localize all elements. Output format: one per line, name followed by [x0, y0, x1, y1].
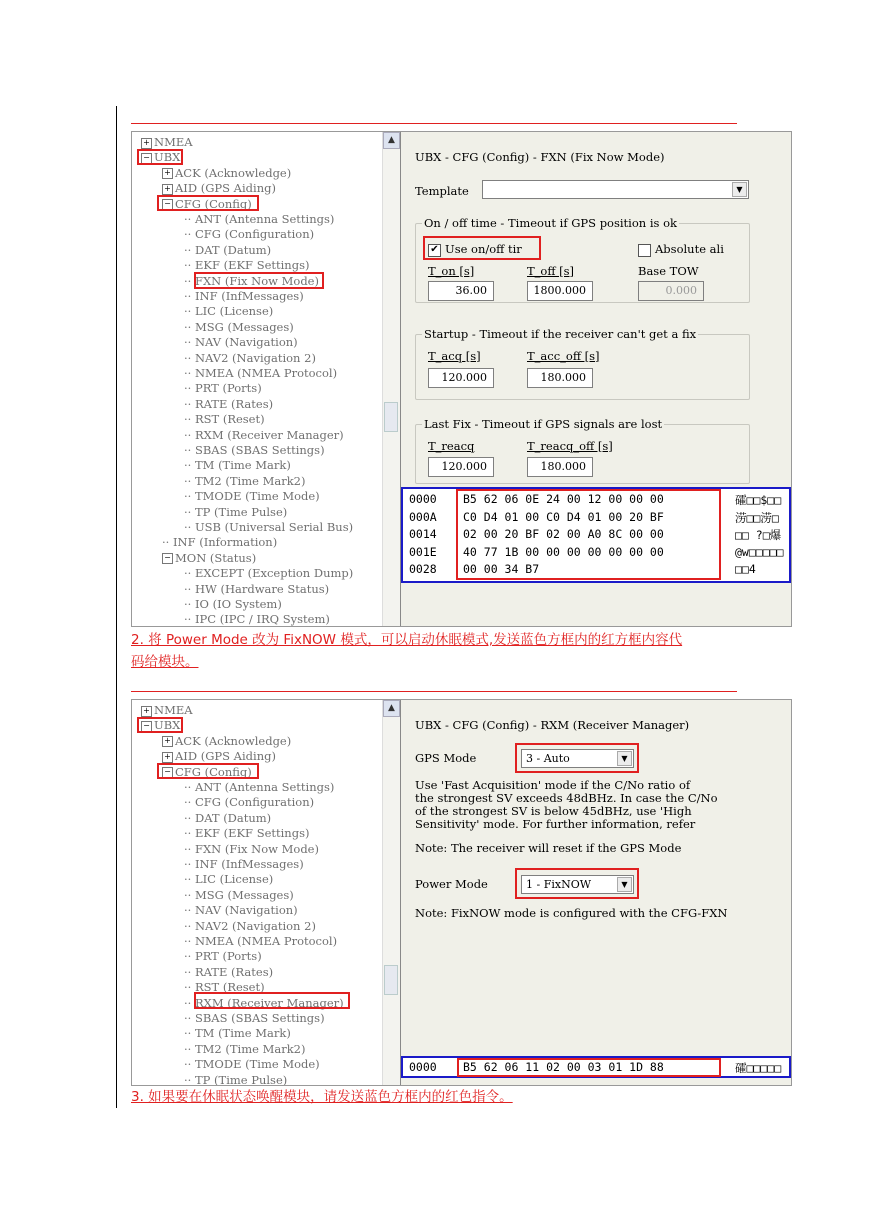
tree-item-label: TM (Time Mark) — [194, 1026, 291, 1041]
tree-item-label: RST (Reset) — [194, 980, 265, 995]
group-startup-title: Startup - Timeout if the receiver can't get a fix — [424, 327, 697, 341]
tree-connector: ·· — [184, 841, 195, 856]
tree-connector: ·· — [184, 335, 195, 350]
tree-item-label: DAT (Datum) — [194, 810, 272, 825]
tree-connector: ·· — [184, 949, 195, 964]
chevron-down-icon[interactable]: ▼ — [617, 751, 632, 766]
collapse-icon[interactable]: − — [162, 199, 173, 210]
tree-connector: ·· — [184, 872, 195, 887]
panel-title: UBX - CFG (Config) - RXM (Receiver Manager) — [415, 718, 690, 732]
tree-item[interactable] — [184, 320, 294, 334]
tree-item[interactable] — [184, 888, 294, 902]
hex-bytes: B5 62 06 0E 24 00 12 00 00 00 — [463, 492, 664, 506]
tree-item[interactable] — [184, 366, 337, 380]
tree-item[interactable] — [184, 934, 337, 948]
hex-ascii: @w□□□□□ — [735, 544, 784, 559]
separator-line-1 — [131, 123, 737, 124]
separator-line-2 — [131, 691, 737, 692]
mode-note-line: Use 'Fast Acquisition' mode if the C/No ratio of — [415, 778, 691, 792]
tree-connector: ·· — [184, 319, 195, 334]
tree-connector: ·· — [184, 581, 195, 596]
hex-ascii: 涝□□涝□ — [735, 510, 779, 525]
tree-connector: ·· — [184, 903, 195, 918]
tree-connector: ·· — [184, 857, 195, 871]
tree-item[interactable] — [184, 919, 316, 933]
tree-item[interactable] — [184, 505, 287, 519]
tree-item-label: AID (GPS Aiding) — [175, 181, 276, 196]
tree-item[interactable] — [184, 811, 271, 825]
tree-item-label: HW (Hardware Status) — [194, 581, 330, 596]
tree-item-label: AID (GPS Aiding) — [175, 749, 276, 764]
tree-connector: ·· — [184, 350, 195, 365]
tree-item-label: TM2 (Time Mark2) — [194, 1041, 306, 1056]
expand-icon[interactable]: + — [162, 752, 173, 763]
tree-item-label: INF (InfMessages) — [194, 857, 304, 871]
config-tree — [132, 700, 401, 1085]
t-off-label: T_off [s] — [527, 264, 575, 278]
hex-address: 0000 — [409, 1060, 437, 1074]
tree-item[interactable] — [162, 535, 277, 549]
panel-title: UBX - CFG (Config) - FXN (Fix Now Mode) — [415, 150, 665, 164]
highlight-ubx — [137, 149, 183, 165]
tree-connector: ·· — [184, 304, 195, 319]
check-icon: ✔ — [428, 244, 441, 257]
tree-item-label: RATE (Rates) — [194, 396, 274, 411]
tree-item[interactable] — [184, 597, 282, 611]
absolute-checkbox[interactable] — [638, 242, 724, 257]
tree-connector: ·· — [184, 918, 195, 933]
tree-item-label: CFG (Config) — [175, 196, 252, 211]
tree-connector: ·· — [184, 597, 195, 611]
hex-bytes: 00 00 34 B7 — [463, 562, 540, 576]
tree-item-label: MSG (Messages) — [194, 319, 294, 334]
tree-item-label: SBAS (SBAS Settings) — [194, 443, 325, 457]
tree-item-label: MSG (Messages) — [194, 887, 294, 902]
group-onoff-title: On / off time - Timeout if GPS position is ok — [424, 216, 677, 230]
tree-item-label: INF (Information) — [172, 535, 278, 550]
scroll-up-icon[interactable]: ▲ — [383, 700, 400, 717]
tree-connector: ·· — [184, 810, 195, 825]
tree-item[interactable] — [184, 965, 273, 979]
tree-item-label: TM2 (Time Mark2) — [194, 473, 306, 488]
t-on-input[interactable]: 36.00 — [428, 281, 494, 301]
tree-item-label: NMEA — [154, 703, 193, 717]
tree-item[interactable] — [184, 949, 262, 963]
tree-item-label: EKF (EKF Settings) — [194, 826, 310, 841]
hex-bytes: 02 00 20 BF 02 00 A0 8C 00 00 — [463, 527, 664, 541]
template-select[interactable] — [482, 180, 749, 199]
tree-item[interactable] — [184, 842, 319, 856]
tree-item[interactable] — [184, 289, 304, 303]
hex-address: 001E — [409, 544, 437, 559]
mode-note-line: the strongest SV exceeds 48dBHz. In case the C/No — [415, 791, 718, 805]
tree-item[interactable] — [141, 703, 193, 717]
t-off-input[interactable]: 1800.000 — [527, 281, 593, 301]
tree-item-label: IO (IO System) — [194, 597, 282, 611]
tree-connector: ·· — [184, 795, 195, 810]
highlight-gps-mode — [515, 743, 639, 773]
group-lastfix-title: Last Fix - Timeout if GPS signals are lost — [424, 417, 663, 431]
hex-address: 0028 — [409, 562, 437, 576]
config-tree — [132, 132, 401, 626]
collapse-icon[interactable]: − — [162, 553, 173, 564]
hex-address: 000A — [409, 509, 437, 524]
power-mode-value: 1 - FixNOW — [526, 878, 592, 891]
t-acq-input[interactable]: 120.000 — [428, 368, 494, 388]
tree-connector: ·· — [184, 273, 195, 288]
tree-connector: ·· — [184, 504, 195, 519]
tree-item[interactable] — [184, 780, 334, 794]
tree-item[interactable] — [162, 181, 276, 195]
use-onoff-label: Use on/off tir — [445, 242, 522, 256]
tree-item[interactable] — [184, 443, 325, 457]
tree-connector: ·· — [184, 396, 195, 411]
tree-item[interactable] — [184, 1042, 306, 1056]
tree-item-label: RATE (Rates) — [194, 964, 274, 979]
tree-item-label: NMEA — [154, 135, 193, 149]
tree-item[interactable] — [184, 474, 306, 488]
hex-bytes: C0 D4 01 00 C0 D4 01 00 20 BF — [463, 509, 664, 524]
t-acc-off-input[interactable]: 180.000 — [527, 368, 593, 388]
tree-item-label: RXM (Receiver Manager) — [194, 995, 344, 1010]
tree-item-label: UBX — [154, 718, 181, 733]
hex-bytes: 40 77 1B 00 00 00 00 00 00 00 — [463, 544, 664, 559]
caption-step-2-line-2: 码给模块。 — [131, 654, 199, 670]
tree-connector: ·· — [184, 887, 195, 902]
caption-step-3: 3. 如果要在休眠状态唤醒模块，请发送蓝色方框内的红色指令。 — [131, 1089, 513, 1105]
tree-item[interactable] — [184, 351, 316, 365]
tree-item[interactable] — [184, 1011, 325, 1025]
checkbox-box — [638, 244, 651, 257]
tree-item[interactable] — [184, 243, 271, 257]
tree-connector: ·· — [184, 1026, 195, 1041]
hex-bytes: B5 62 06 11 02 00 03 01 1D 88 — [463, 1060, 664, 1074]
fixnow-note: Note: FixNOW mode is configured with the CFG-FXN — [415, 906, 728, 920]
tree-connector: ·· — [184, 1057, 195, 1072]
tree-item-label: SBAS (SBAS Settings) — [194, 1011, 325, 1025]
tree-connector: ·· — [184, 489, 195, 504]
highlight-cfg — [157, 763, 259, 779]
tree-scrollbar[interactable] — [382, 700, 400, 1085]
t-on-label: T_on [s] — [428, 264, 475, 278]
tree-item[interactable] — [184, 857, 304, 871]
screenshot-fxn-config — [131, 131, 792, 627]
scroll-thumb[interactable] — [384, 965, 398, 995]
tree-item-label: ACK (Acknowledge) — [175, 165, 292, 180]
tree-item[interactable] — [184, 612, 330, 626]
tree-item[interactable] — [162, 166, 291, 180]
tree-item[interactable] — [184, 428, 344, 442]
chevron-down-icon[interactable]: ▼ — [617, 877, 632, 892]
base-tow-label: Base TOW — [638, 264, 699, 278]
tree-item-label: USB (Universal Serial Bus) — [194, 520, 354, 534]
tree-item-label: CFG (Config) — [175, 764, 252, 779]
hex-ascii: □□ ?□爆 — [735, 528, 782, 542]
tree-connector: ·· — [184, 995, 195, 1010]
tree-item-label: LIC (License) — [194, 872, 274, 887]
hex-address: 0000 — [409, 492, 437, 506]
tree-item[interactable] — [184, 566, 353, 580]
expand-icon[interactable]: + — [162, 168, 173, 179]
t-acq-label: T_acq [s] — [428, 349, 481, 363]
group-onoff — [415, 216, 750, 303]
highlight-hex-command — [457, 1058, 721, 1077]
tree-item[interactable] — [184, 795, 314, 809]
tree-connector: ·· — [184, 826, 195, 841]
tree-item-label: DAT (Datum) — [194, 242, 272, 257]
tree-item[interactable] — [162, 551, 256, 565]
tree-item-label: LIC (License) — [194, 304, 274, 319]
tree-connector: ·· — [184, 612, 195, 627]
tree-item[interactable] — [184, 304, 273, 318]
tree-item[interactable] — [184, 458, 291, 472]
tree-item[interactable] — [162, 749, 276, 763]
tree-item-label: RST (Reset) — [194, 412, 265, 427]
highlight-rxm — [194, 992, 350, 1009]
gps-mode-label: GPS Mode — [415, 751, 477, 765]
tree-item[interactable] — [184, 335, 298, 349]
tree-connector: ·· — [184, 934, 195, 948]
tree-item[interactable] — [184, 258, 309, 272]
hex-ascii: 礭□□$□□ — [735, 493, 782, 507]
highlight-power-mode — [515, 868, 639, 899]
t-reacq-label: T_reacq — [428, 439, 475, 453]
tree-connector: ·· — [184, 381, 195, 396]
tree-connector: ·· — [184, 1011, 195, 1025]
tree-item[interactable] — [184, 520, 353, 534]
t-reacq-input[interactable]: 120.000 — [428, 457, 494, 477]
tree-item-label: TP (Time Pulse) — [194, 504, 288, 519]
collapse-icon[interactable]: − — [141, 153, 152, 164]
tree-connector: ·· — [184, 520, 195, 534]
tree-item[interactable] — [184, 1073, 287, 1086]
tree-item-label: INF (InfMessages) — [194, 289, 304, 303]
base-tow-input[interactable]: 0.000 — [638, 281, 704, 301]
expand-icon[interactable]: + — [141, 706, 152, 717]
tree-item-label: NAV (Navigation) — [194, 903, 298, 918]
tree-connector: ·· — [184, 412, 195, 427]
rxm-panel — [401, 700, 791, 1085]
scroll-thumb[interactable] — [384, 402, 398, 432]
tree-connector: ·· — [184, 1041, 195, 1056]
collapse-icon[interactable]: − — [141, 721, 152, 732]
tree-scrollbar[interactable] — [382, 132, 400, 626]
power-mode-label: Power Mode — [415, 877, 488, 891]
t-reacq-off-label: T_reacq_off [s] — [527, 439, 613, 453]
tree-connector: ·· — [184, 366, 195, 380]
absolute-label: Absolute ali — [655, 242, 724, 256]
tree-item-label: ANT (Antenna Settings) — [194, 780, 335, 794]
tree-item-label: FXN (Fix Now Mode) — [194, 841, 319, 856]
tree-item-label: TMODE (Time Mode) — [194, 489, 320, 504]
hex-address: 0014 — [409, 527, 437, 541]
tree-item-label: RXM (Receiver Manager) — [194, 427, 344, 442]
tree-connector: ·· — [184, 980, 195, 995]
tree-item[interactable] — [162, 734, 291, 748]
tree-item[interactable] — [184, 489, 320, 503]
tree-item-label: EKF (EKF Settings) — [194, 258, 310, 273]
tree-item-label: TMODE (Time Mode) — [194, 1057, 320, 1072]
tree-connector: ·· — [184, 780, 195, 794]
tree-item-label: UBX — [154, 150, 181, 165]
gps-mode-value: 3 - Auto — [526, 752, 570, 765]
t-acc-off-label: T_acc_off [s] — [527, 349, 600, 363]
hex-ascii: 礭□□□□□ — [735, 1061, 782, 1075]
expand-icon[interactable]: + — [162, 736, 173, 747]
tree-item[interactable] — [184, 872, 273, 886]
tree-item[interactable] — [184, 826, 309, 840]
tree-connector: ·· — [184, 242, 195, 257]
tree-item[interactable] — [184, 1057, 320, 1071]
scroll-up-icon[interactable]: ▲ — [383, 132, 400, 149]
tree-item[interactable] — [141, 135, 193, 149]
tree-item-label: CFG (Configuration) — [194, 795, 315, 810]
tree-connector: ·· — [184, 964, 195, 979]
mode-note-line: of the strongest SV is below 45dBHz, use 'High — [415, 804, 692, 818]
tree-item-label: MON (Status) — [175, 550, 257, 565]
hex-ascii: □□4 — [735, 562, 756, 576]
document-margin-line — [116, 106, 117, 1108]
tree-item-label: TM (Time Mark) — [194, 458, 291, 473]
reset-note: Note: The receiver will reset if the GPS Mode — [415, 841, 682, 855]
tree-connector: ·· — [184, 227, 195, 242]
tree-item-label: TP (Time Pulse) — [194, 1072, 288, 1086]
tree-item[interactable] — [184, 903, 298, 917]
highlight-ubx — [137, 717, 183, 733]
highlight-cfg — [157, 195, 259, 211]
tree-connector: ·· — [184, 566, 195, 581]
expand-icon[interactable]: + — [162, 184, 173, 195]
highlight-use-onoff — [423, 236, 541, 260]
t-reacq-off-input[interactable]: 180.000 — [527, 457, 593, 477]
tree-item-label: NAV (Navigation) — [194, 335, 298, 350]
screenshot-rxm-config — [131, 699, 792, 1086]
tree-item-label: ANT (Antenna Settings) — [194, 212, 335, 226]
tree-connector: ·· — [184, 289, 195, 303]
highlight-fxn — [194, 272, 324, 289]
tree-connector: ·· — [184, 1072, 195, 1086]
chevron-down-icon[interactable]: ▼ — [732, 182, 747, 197]
tree-item[interactable] — [184, 1026, 291, 1040]
tree-item-label: IPC (IPC / IRQ System) — [194, 612, 330, 627]
tree-item-label: CFG (Configuration) — [194, 227, 315, 242]
caption-step-2-line-1: 2. 将 Power Mode 改为 FixNOW 模式，可以启动休眠模式,发送蓝色方框内的红方框内容代 — [131, 632, 683, 648]
group-startup — [415, 327, 750, 400]
tree-item-label: PRT (Ports) — [194, 949, 262, 964]
tree-item-label: NAV2 (Navigation 2) — [194, 918, 316, 933]
tree-connector: ·· — [184, 212, 195, 226]
tree-item-label: PRT (Ports) — [194, 381, 262, 396]
tree-connector: ·· — [184, 443, 195, 457]
tree-item[interactable] — [184, 227, 314, 241]
tree-item-label: NMEA (NMEA Protocol) — [194, 366, 338, 380]
template-label: Template — [415, 184, 469, 198]
highlight-hex-command — [456, 489, 721, 580]
tree-item-label: FXN (Fix Now Mode) — [194, 273, 319, 288]
tree-item-label: EXCEPT (Exception Dump) — [194, 566, 354, 581]
tree-item-label: NMEA (NMEA Protocol) — [194, 934, 338, 948]
tree-item[interactable] — [184, 212, 334, 226]
tree-item[interactable] — [184, 381, 262, 395]
tree-connector: ·· — [184, 427, 195, 442]
group-lastfix — [415, 417, 750, 484]
tree-connector: ·· — [184, 473, 195, 488]
tree-item[interactable] — [184, 397, 273, 411]
tree-item[interactable] — [184, 582, 329, 596]
tree-item-label: NAV2 (Navigation 2) — [194, 350, 316, 365]
collapse-icon[interactable]: − — [162, 767, 173, 778]
tree-item-label: ACK (Acknowledge) — [175, 733, 292, 748]
tree-connector: ·· — [162, 535, 173, 550]
tree-connector: ·· — [184, 458, 195, 473]
mode-note-line: Sensitivity' mode. For further information, refer — [415, 817, 696, 831]
tree-connector: ·· — [184, 258, 195, 273]
tree-item[interactable] — [184, 412, 265, 426]
expand-icon[interactable]: + — [141, 138, 152, 149]
